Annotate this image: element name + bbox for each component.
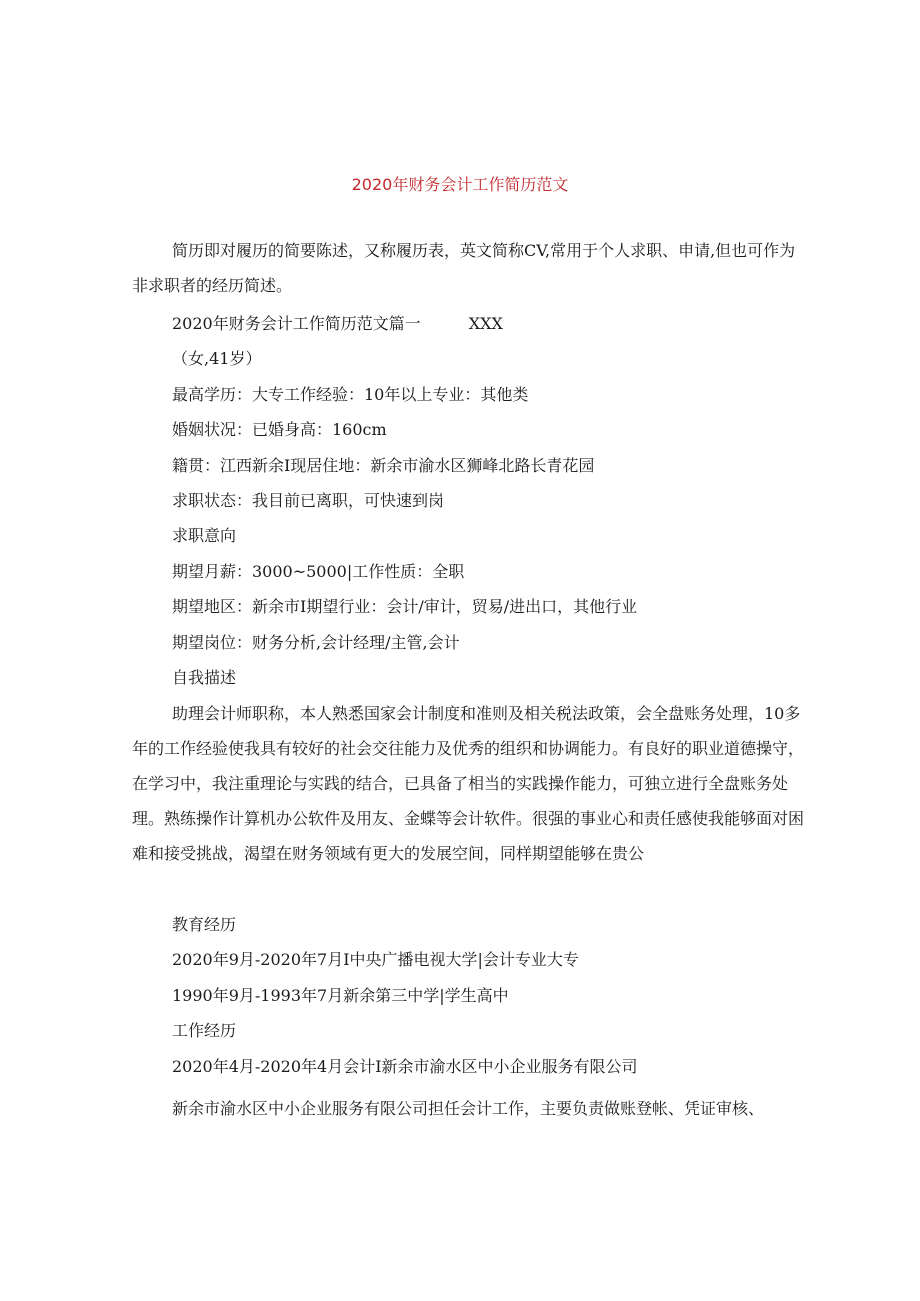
marital-line: 婚姻状况：已婚身高：160cm [172,420,387,439]
region-line: 期望地区：新余市I期望行业：会计/审计，贸易/进出口，其他行业 [172,597,638,616]
resume-heading-name: XXX [468,314,503,333]
education-heading: 教育经历 [172,915,237,934]
education-item: 1990年9月-1993年7月新余第三中学|学生高中 [172,986,509,1005]
education-summary-line: 最高学历：大专工作经验：10年以上专业：其他类 [172,385,529,404]
job-status-line: 求职状态：我目前已离职，可快速到岗 [172,491,445,510]
salary-line: 期望月薪：3000~5000|工作性质：全职 [172,562,465,581]
education-item: 2020年9月-2020年7月I中央广播电视大学|会计专业大专 [172,950,579,969]
self-desc-heading: 自我描述 [172,668,237,687]
origin-line: 籍贯：江西新余I现居住地：新余市渝水区狮峰北路长青花园 [172,456,595,475]
self-desc-paragraph: 助理会计师职称，本人熟悉国家会计制度和准则及相关税法政策，会全盘账务处理，10多年的工作经验使我具有较好的社会交往能力及优秀的组织和协调能力。有良好的职业道德操守，在学习中，我注重理论与实践的结合，已具备了相当的实践操作能力，可独立进行全盘账务处理。熟练操作计算机办公软件及用友、金蝶等会计软件。很强的事业心和责任感使我能够面对困难和接受挑战，渴望在财务领域有更大的发展空间，同样期望能够在贵公 [132,704,805,863]
intro-paragraph: 简历即对履历的简要陈述，又称履历表，英文简称CV,常用于个人求职、申请,但也可作为非求职者的经历简述。 [132,241,796,295]
resume-heading [172,313,503,335]
gender-age-line: （女,41岁） [172,349,262,368]
job-intent-heading: 求职意向 [172,526,237,545]
work-item: 2020年4月-2020年4月会计I新余市渝水区中小企业服务有限公司 [172,1057,638,1076]
position-line: 期望岗位：财务分析,会计经理/主管,会计 [172,633,460,652]
document-title: 2020年财务会计工作简历范文 [351,175,569,194]
resume-heading-title: 2020年财务会计工作简历范文篇一 [172,314,421,333]
work-description: 新余市渝水区中小企业服务有限公司担任会计工作，主要负责做账登帐、凭证审核、 [172,1099,765,1118]
work-heading: 工作经历 [172,1021,237,1040]
